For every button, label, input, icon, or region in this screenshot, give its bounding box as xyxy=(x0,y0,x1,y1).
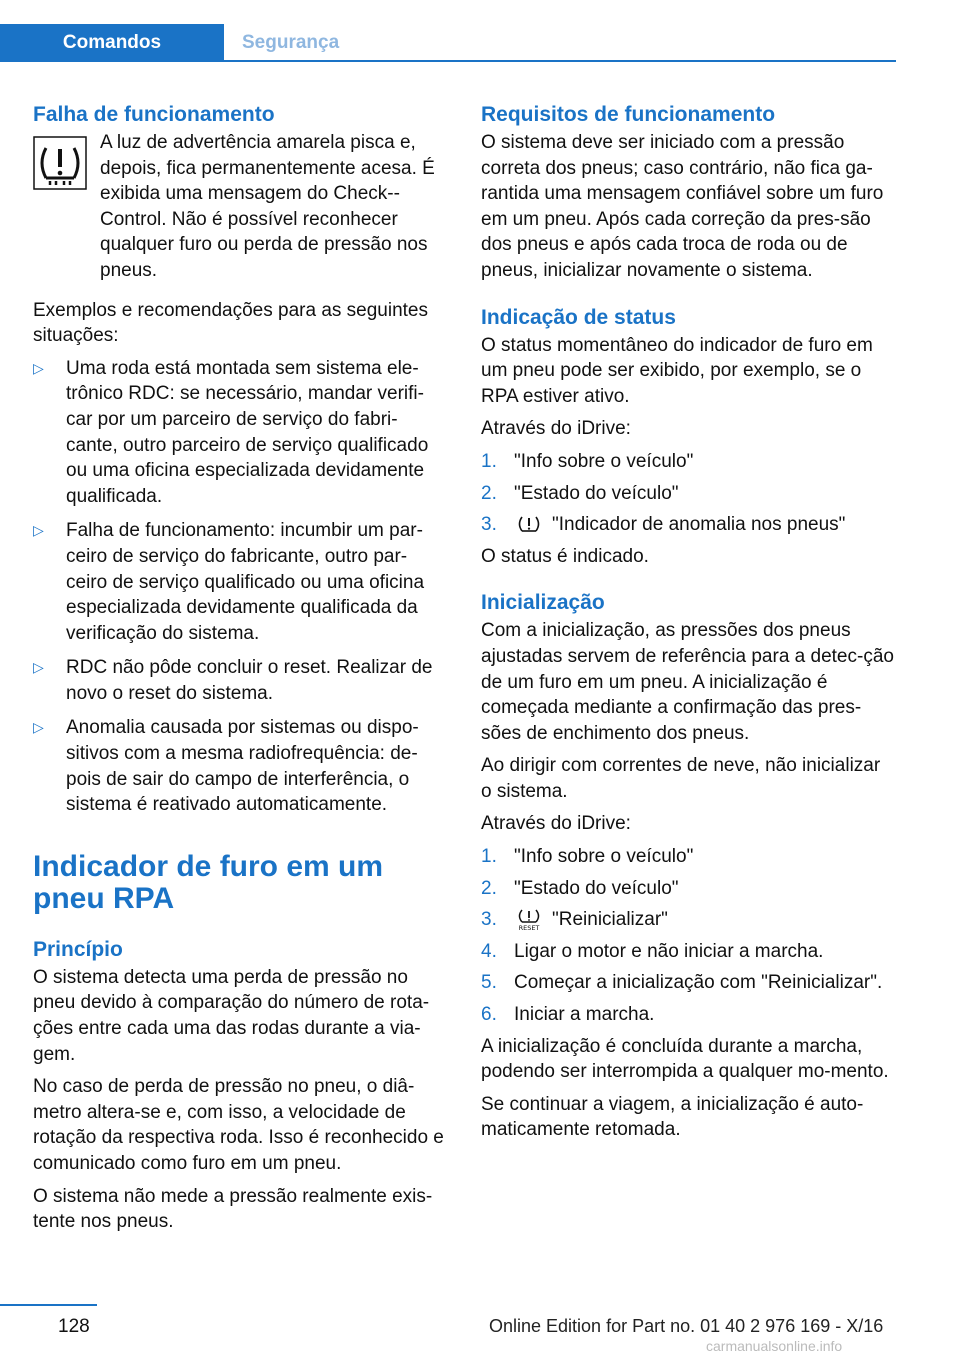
triangle-bullet-icon: ▷ xyxy=(33,659,44,676)
init-paragraph-2: Ao dirigir com correntes de neve, não inicializar o sistema. xyxy=(481,755,881,802)
tab-seguranca[interactable]: Segurança xyxy=(242,32,340,53)
list-item: ▷ Falha de funcionamento: incumbir um par-ceiro de serviço do fabricante, outro par-ceiro de serviço qualificado ou uma oficina especializada devidamente qualificada da verificação do sistema. xyxy=(33,518,447,646)
tire-pressure-warning-icon xyxy=(33,136,87,190)
header-rule xyxy=(224,60,896,62)
exemplos-paragraph: Exemplos e recomendações para as seguintes situações: xyxy=(33,299,429,347)
page-number: 128 xyxy=(58,1316,90,1337)
principio-paragraph-2: No caso de perda de pressão no pneu, o diâ-metro altera-se e, com isso, a velocidade de rotação da respectiva roda. Isso é reconhecido e comunicado como furo em um pneu. xyxy=(33,1076,444,1174)
requisitos-paragraph: O sistema deve ser iniciado com a pressão correta dos pneus; caso contrário, não fica ga-rantida uma mensagem confiável sobre um furo em um pneu. Após cada correção da pres-são dos pneus e após cada troca de roda ou de pneus, inicializar novamente o sistema. xyxy=(481,132,884,281)
list-item: 2. "Estado do veículo" xyxy=(481,877,679,899)
right-column xyxy=(481,100,896,1150)
list-item: 1. "Info sobre o veículo" xyxy=(481,846,694,868)
status-paragraph: O status momentâneo do indicador de furo em um pneu pode ser exibido, por exemplo, se o RPA estiver ativo. xyxy=(481,334,873,407)
footer-rule xyxy=(0,1304,97,1306)
bullet-list xyxy=(33,356,447,818)
heading-status: Indicação de status xyxy=(481,305,676,329)
heading-rpa: Indicador de furo em um pneu RPA xyxy=(33,849,384,915)
status-steps xyxy=(481,449,896,538)
triangle-bullet-icon: ▷ xyxy=(33,719,44,736)
warning-block xyxy=(33,130,447,284)
watermark: carmanualsonline.info xyxy=(706,1338,843,1354)
init-paragraph-1: Com a inicialização, as pressões dos pneus ajustadas servem de referência para a detec-ção de um furo em um pneu. A inicialização é começada mediante a confirmação das pres-sões de enchimento dos pneus. xyxy=(481,620,894,744)
tire-reset-icon xyxy=(516,908,542,932)
list-item: ▷ Uma roda está montada sem sistema ele-trônico RDC: se necessário, mandar verifi-car por um parceiro de serviço do fabri-cante, outro parceiro de serviço qualificado ou uma oficina especializada devidamente qualificada. xyxy=(33,356,447,510)
chapter-tabs xyxy=(0,24,339,62)
list-item: 4. Ligar o motor e não iniciar a marcha. xyxy=(481,940,824,962)
heading-falha: Falha de funcionamento xyxy=(33,103,275,126)
principio-paragraph-1: O sistema detecta uma perda de pressão no pneu devido à comparação do número de rota-ções entre cada uma das rodas durante a via-gem. xyxy=(33,966,430,1065)
status-indicado: O status é indicado. xyxy=(481,545,649,567)
list-item: 5. Começar a inicialização com "Reinicializar". xyxy=(481,972,883,994)
falha-paragraph: A luz de advertência amarela pisca e, depois, fica permanentemente acesa. É exibida uma mensagem do Check--Control. Não é possível reconhecer qualquer furo ou perda de pressão nos pneus. xyxy=(100,132,435,281)
tab-comandos[interactable]: Comandos xyxy=(0,24,224,62)
init-paragraph-4: Se continuar a viagem, a inicialização é auto-maticamente retomada. xyxy=(481,1093,864,1141)
triangle-bullet-icon: ▷ xyxy=(33,522,44,539)
list-item: ▷ RDC não pôde concluir o reset. Realizar de novo o reset do sistema. xyxy=(33,655,447,706)
heading-principio: Princípio xyxy=(33,937,123,961)
heading-inicializacao: Inicialização xyxy=(481,591,605,615)
init-steps xyxy=(481,844,896,1028)
principio-paragraph-3: O sistema não mede a pressão realmente exis-tente nos pneus. xyxy=(33,1185,433,1233)
tire-warning-icon xyxy=(516,514,542,536)
heading-requisitos: Requisitos de funcionamento xyxy=(481,103,776,126)
atraves-idrive-2: Através do iDrive: xyxy=(481,813,631,835)
svg-text:RESET: RESET xyxy=(518,924,540,933)
list-item: 2. "Estado do veículo" xyxy=(481,482,679,504)
list-item: 3. "Indicador de anomalia nos pneus" xyxy=(481,514,846,536)
atraves-idrive-1: Através do iDrive: xyxy=(481,418,631,440)
list-item: 6. Iniciar a marcha. xyxy=(481,1004,655,1026)
left-column xyxy=(33,100,447,1242)
triangle-bullet-icon: ▷ xyxy=(33,359,44,376)
list-item: 1. "Info sobre o veículo" xyxy=(481,450,694,472)
online-edition-text: Online Edition for Part no. 01 40 2 976 169 - X/16 xyxy=(489,1316,884,1336)
list-item: ▷ Anomalia causada por sistemas ou dispo-sitivos com a mesma radiofrequência: de-pois de sair do campo de interferência, o sistema é reativado automaticamente. xyxy=(33,715,447,817)
init-paragraph-3: A inicialização é concluída durante a marcha, podendo ser interrompida a qualquer mo-mento. xyxy=(481,1035,889,1083)
list-item: 3. RESET "Reinicializar" xyxy=(481,909,668,933)
